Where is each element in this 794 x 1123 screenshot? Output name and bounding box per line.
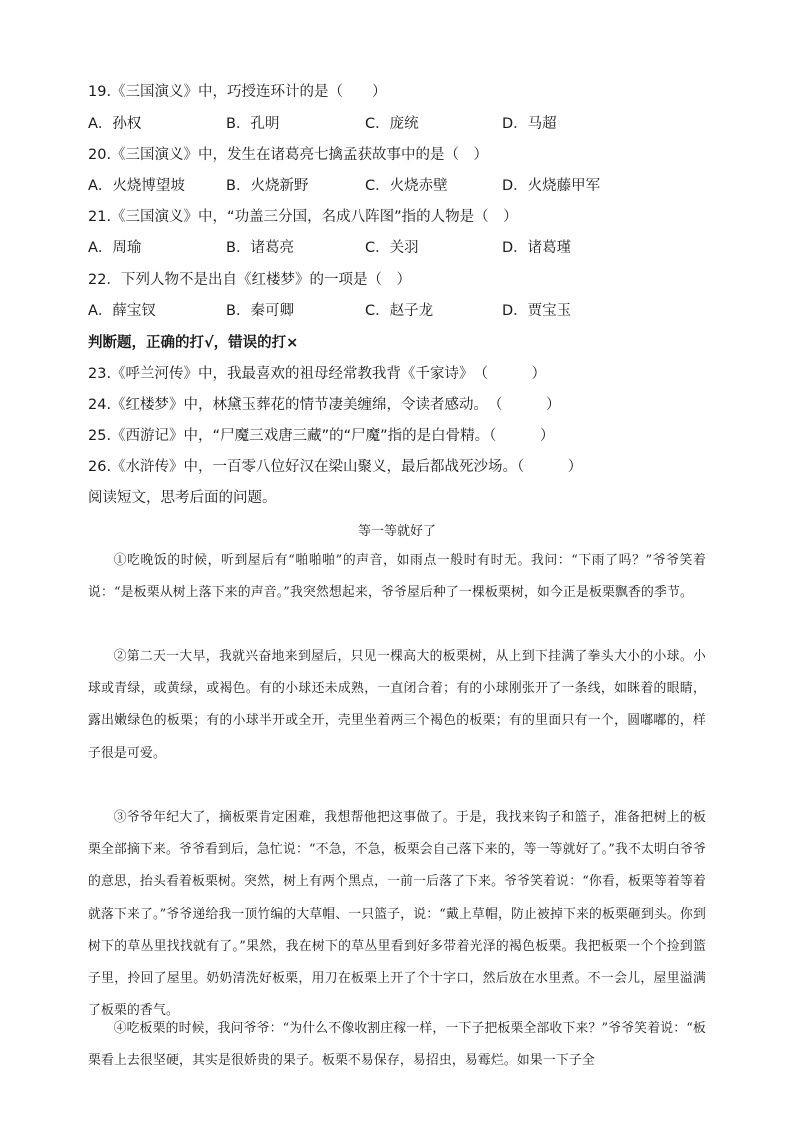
judge-item: 23.《呼兰河传》中，我最喜欢的祖母经常教我背《千家诗》 （ ） (88, 366, 547, 382)
option-d: D．火烧藤甲军 (502, 178, 601, 194)
option-c: C．赵子龙 (365, 303, 434, 319)
option-c: C．庞统 (365, 116, 419, 132)
question-stem: 22．下列人物不是出自《红楼梦》的一项是（ ） (88, 272, 411, 288)
option-b: B．孔明 (226, 116, 280, 132)
options-row (88, 176, 708, 196)
option-c: C．关羽 (365, 240, 419, 256)
judge-item: 25.《西游记》中，“尸魔三戏唐三藏”的“尸魔”指的是白骨精。（ ） (88, 428, 555, 444)
options-row (88, 238, 708, 258)
question-stem: 20.《三国演义》中，发生在诸葛亮七擒孟获故事中的是（ ） (88, 147, 489, 163)
option-d: D．马超 (502, 116, 557, 132)
reading-intro: 阅读短文，思考后面的问题。 (88, 490, 277, 506)
option-d: D．贾宝玉 (502, 303, 572, 319)
judge-item: 24.《红楼梦》中，林黛玉葬花的情节凄美缠绵，令读者感动。 （ ） (88, 397, 561, 413)
option-b: B．火烧新野 (226, 178, 309, 194)
options-row (88, 114, 708, 134)
options-row (88, 301, 708, 321)
passage-title: 等一等就好了 (357, 524, 436, 539)
option-a: A．火烧博望坡 (88, 178, 185, 194)
option-b: B．秦可卿 (226, 303, 294, 319)
option-a: A．周瑜 (88, 240, 142, 256)
option-c: C．火烧赤壁 (365, 178, 448, 194)
question-stem: 21.《三国演义》中，“功盖三分国，名成八阵图”指的人物是（ ） (88, 209, 518, 225)
option-a: A．薛宝钗 (88, 303, 156, 319)
passage-paragraph: ③爷爷年纪大了，摘板栗肯定困难，我想帮他把这事做了。于是，我找来钩子和篮子，准备把树上的板栗全部摘下来。爷爷看到后，急忙说：“不急，不急，板栗会自己落下来的，等一等就好了。”我不太明白爷爷的意思，抬头看着板栗树。突然，树上有两个黑点，一前一后落了下来。爷爷笑着说：“你看，板栗等着等着就落下来了。”爷爷递给我一顶竹编的大草帽、一只篮子，说：“戴上草帽，防止被掉下来的板栗砸到头。你到树下的草丛里找找就有了。”果然，我在树下的草丛里看到好多带着光泽的褐色板栗。我把板栗一个个捡到篮子里，拎回了屋里。奶奶清洗好板栗，用刀在板栗上开了个十字口，然后放在水里煮。不一会儿，屋里溢满了板栗的香气。 (88, 810, 706, 1019)
passage-paragraph: ①吃晚饭的时候，听到屋后有“啪啪啪”的声音，如雨点一般时有时无。我问：“下雨了吗？”爷爷笑着说：“是板栗从树上落下来的声音。”我突然想起来，爷爷屋后种了一棵板栗树，如今正是板栗飘香的季节。 (88, 553, 706, 601)
section-heading: 判断题，正确的打√，错误的打× (88, 335, 299, 351)
judge-item: 26.《水浒传》中，一百零八位好汉在梁山聚义，最后都战死沙场。（ ） (88, 459, 583, 475)
question-stem: 19.《三国演义》中，巧授连环计的是（ ） (88, 84, 387, 100)
option-a: A．孙权 (88, 116, 142, 132)
passage-paragraph: ②第二天一大早，我就兴奋地来到屋后，只见一棵高大的板栗树，从上到下挂满了拳头大小的小球。小球或青绿，或黄绿，或褐色。有的小球还未成熟，一直闭合着；有的小球刚张开了一条线，如眯着的眼睛，露出嫩绿色的板栗；有的小球半开或全开，壳里坐着两三个褐色的板栗；有的里面只有一个，圆嘟嘟的，样子很是可爱。 (88, 649, 706, 761)
passage-paragraph: ④吃板栗的时候，我问爷爷：“为什么不像收割庄稼一样，一下子把板栗全部收下来？”爷爷笑着说：“板栗看上去很坚硬，其实是很娇贵的果子。板栗不易保存，易招虫，易霉烂。如果一下子全 (88, 1021, 706, 1069)
option-b: B．诸葛亮 (226, 240, 294, 256)
option-d: D．诸葛瑾 (502, 240, 572, 256)
